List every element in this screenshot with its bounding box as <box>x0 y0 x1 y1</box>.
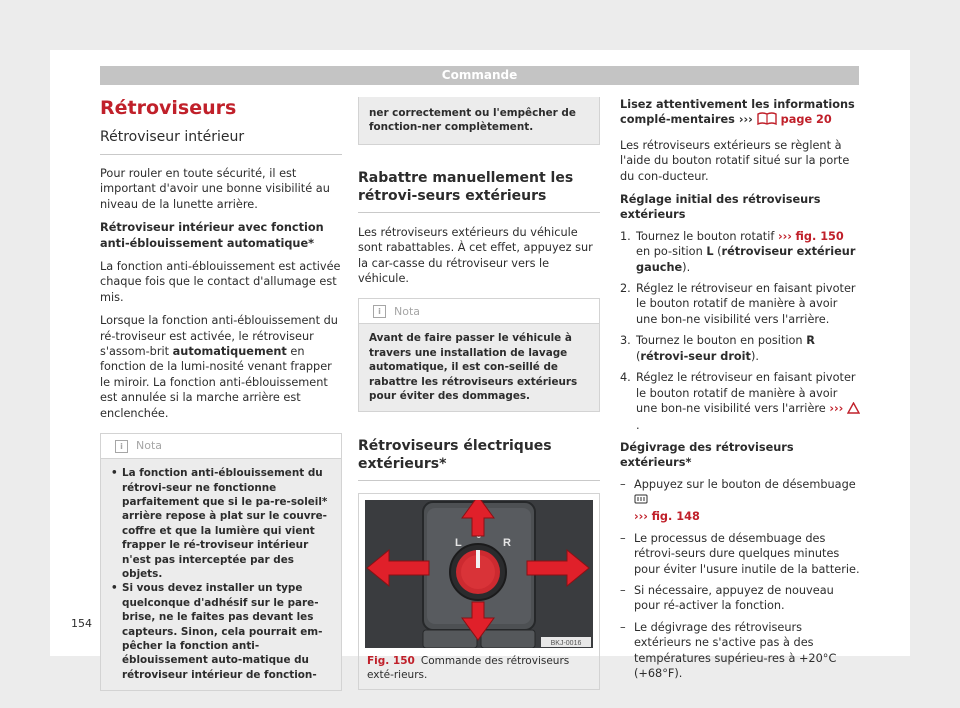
note-body: Avant de faire passer le véhicule à travers une installation de lavage automatique, il est con-seillé de rabattre les rétroviseurs extérieurs pour éviter des dommages. <box>369 332 578 403</box>
intro-paragraph: Pour rouler en toute sécurité, il est important d'avoir une bonne visibilité au niveau de la lunette arrière. <box>100 167 330 211</box>
bold-text-run: rétrovi-seur droit <box>640 349 751 363</box>
knob-label-l: L <box>455 537 462 550</box>
column-1 <box>100 96 342 691</box>
knob-label-r: R <box>503 537 511 550</box>
defrost-list <box>620 477 860 682</box>
figure-caption <box>359 654 599 689</box>
step-number: 3. <box>620 334 631 348</box>
list-item <box>620 531 860 577</box>
anti-glare-heading: Rétroviseur intérieur avec fonction anti-éblouissement automatique* <box>100 221 324 250</box>
note-bullet: • Si vous devez installer un type quelconque d'adhésif sur le pare-brise, ne le faites pas devant les capteurs. Sinon, cela pourrait em-pêcher la fonction anti-éblouissement auto-matique du rétroviseur intérieur de fonction- <box>111 582 323 681</box>
bold-text-run: R <box>806 334 815 348</box>
text-run: Tournez le bouton en position <box>636 334 807 348</box>
note-label: Nota <box>136 439 163 453</box>
text-run: Tournez le bouton rotatif <box>636 229 778 243</box>
arrow-glyph: ››› <box>777 229 792 243</box>
note-header <box>359 299 599 324</box>
step-number: 1. <box>620 229 631 243</box>
rear-defrost-icon <box>634 494 648 509</box>
text-run: ). <box>750 349 759 363</box>
fold-mirrors-paragraph: Les rétroviseurs extérieurs du véhicule sont rabattables. À cet effet, appuyez sur la car-casse du rétroviseur vers le véhicule. <box>358 225 593 286</box>
list-item <box>620 333 860 364</box>
text-run: Le processus de désembuage des rétrovi-seurs dure quelques minutes pour éviter l'usure inutile de la batterie. <box>634 531 860 576</box>
mirror-control-illustration <box>365 500 593 648</box>
note-bullet: • La fonction anti-éblouissement du rétrovi-seur ne fonctionne parfaitement que si le pa-re-soleil* arrière repose à plat sur le couvre-coffre et que la lumière qui vient frapper le ré-troviseur intérieur n'est pas interceptée par des objets. <box>111 467 328 580</box>
arrow-glyph: ››› <box>829 401 844 415</box>
steps-list <box>620 229 860 434</box>
divider <box>100 154 342 155</box>
text-run: ( <box>636 349 641 363</box>
chapter-header: Commande <box>100 66 859 85</box>
text-run: Lisez attentivement les informations complé-mentaires <box>620 98 855 127</box>
figure-150 <box>358 493 600 690</box>
list-item <box>620 281 860 327</box>
text-run: Lorsque la fonction anti-éblouissement du ré-troviseur est activée, le rétroviseur s'assom-brit <box>100 314 338 359</box>
list-item <box>620 583 860 614</box>
text-run: ). <box>682 260 691 274</box>
note-body: ner correctement ou l'empêcher de fonction-ner complètement. <box>369 107 576 134</box>
text-run: en fonction de la lumi-nosité venant frapper le miroir. La fonction anti-éblouissement est annulée si la marche arrière est enclenchée. <box>100 345 332 420</box>
dash-glyph: – <box>620 477 626 491</box>
figure-code: BKJ-0016 <box>550 640 582 648</box>
anti-glare-detail <box>100 313 342 421</box>
text-run: Réglez le rétroviseur en faisant pivoter le bouton rotatif de manière à avoir une bon-ne visibilité vers l'arrière <box>636 371 856 415</box>
bold-text-run: automatiquement <box>172 345 287 359</box>
dash-glyph: – <box>620 583 626 597</box>
figure-reference-link[interactable]: fig. 150 <box>795 229 844 243</box>
note-box <box>100 433 342 691</box>
page-reference-link[interactable]: page 20 <box>780 113 832 127</box>
note-bullet-text: La fonction anti-éblouissement du rétrovi-seur ne fonctionne parfaitement que si le pa-re-soleil* arrière repose à plat sur le couvre-coffre et que la lumière qui vient frapper le ré-troviseur intérieur n'est pas interceptée par des objets. <box>122 467 328 580</box>
info-icon: i <box>115 440 128 453</box>
list-item: 4. Réglez le rétroviseur en faisant pivoter le bouton rotatif de manière à avoir une bon-ne visibilité vers l'arrière ››› . <box>620 370 860 434</box>
info-icon: i <box>373 305 386 318</box>
bold-text-run: L <box>706 245 714 259</box>
divider <box>358 212 600 213</box>
intro-read-more <box>620 97 860 130</box>
figure-reference-link[interactable]: fig. 148 <box>651 510 700 524</box>
text-run: Réglez le rétroviseur en faisant pivoter le bouton rotatif de manière à avoir une bon-ne visibilité vers l'arrière. <box>636 282 856 326</box>
note-header <box>101 434 341 459</box>
bold-text-run: rétroviseur extérieur gauche <box>636 245 856 274</box>
initial-setting-heading: Réglage initial des rétroviseurs extérieurs <box>620 193 821 222</box>
text-run: ( <box>713 245 722 259</box>
anti-glare-paragraph: La fonction anti-éblouissement est activée chaque fois que le contact d'allumage est mis. <box>100 260 341 304</box>
list-item <box>620 620 860 682</box>
note-label: Nota <box>394 304 421 318</box>
book-warning-icon <box>757 112 777 129</box>
dash-glyph: – <box>620 531 626 545</box>
list-item <box>620 229 860 275</box>
text-run: Appuyez sur le bouton de désembuage <box>634 477 856 491</box>
divider <box>358 480 600 481</box>
note-box <box>358 298 600 412</box>
section-title: Rétroviseurs <box>100 97 237 119</box>
fold-mirrors-title: Rabattre manuellement les rétrovi-seurs extérieurs <box>358 169 574 204</box>
column-2 <box>358 97 600 690</box>
dash-glyph: – <box>620 620 626 634</box>
figure-label: Fig. 150 <box>367 655 415 668</box>
mirror-control-drawing <box>365 500 593 648</box>
page-number: 154 <box>71 617 92 630</box>
arrow-glyph: ››› <box>738 113 753 127</box>
step-number: 2. <box>620 282 631 296</box>
text-run: Si nécessaire, appuyez de nouveau pour ré-activer la fonction. <box>634 583 834 613</box>
text-run: en po-sition <box>636 245 707 259</box>
figure-caption-text: Commande des rétroviseurs exté-rieurs. <box>367 655 570 682</box>
note-body <box>101 459 341 690</box>
rotary-knob-paragraph: Les rétroviseurs extérieurs se règlent à l'aide du bouton rotatif situé sur la porte du con-ducteur. <box>620 138 850 183</box>
electric-mirrors-title: Rétroviseurs électriques extérieurs* <box>358 438 552 473</box>
warning-triangle-icon[interactable] <box>847 402 860 418</box>
text-run: Le dégivrage des rétroviseurs extérieurs ne s'active pas à des températures supérieu-res à +20°C (+68°F). <box>634 620 837 680</box>
note-box-continued <box>358 97 600 145</box>
defrost-heading: Dégivrage des rétroviseurs extérieurs* <box>620 440 794 470</box>
column-3 <box>620 97 860 687</box>
arrow-glyph: ››› <box>634 510 648 524</box>
section-subtitle: Rétroviseur intérieur <box>100 129 245 145</box>
note-bullet-text: Si vous devez installer un type quelconque d'adhésif sur le pare-brise, ne le faites pas devant les capteurs. Sinon, cela pourrait em-pêcher la fonction anti-éblouissement auto-matique du rétroviseur intérieur de fonction- <box>122 582 323 681</box>
list-item <box>620 477 860 525</box>
step-number: 4. <box>620 371 631 385</box>
